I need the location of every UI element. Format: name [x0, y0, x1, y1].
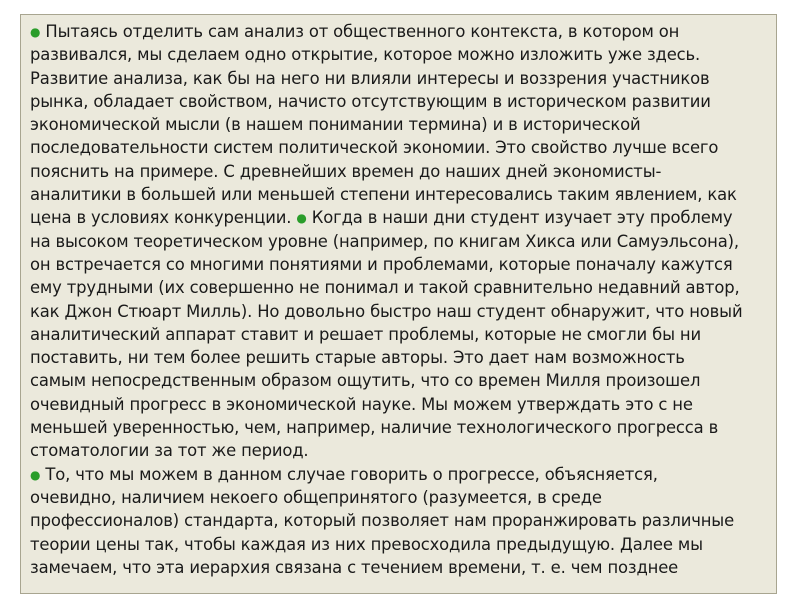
text-line-content: он встречается со многими понятиями и проблемами, которые поначалу кажутся [30, 254, 733, 274]
text-line-content: стоматологии за тот же период. [30, 441, 309, 461]
text-line-content: Когда в наши дни студент изучает эту проблему [306, 208, 733, 228]
text-line-content: пояснить на примере. С древнейших времен до наших дней экономисты- [30, 161, 662, 181]
text-line-content: поставить, ни тем более решить старые авторы. Это дает нам возможность [30, 348, 685, 368]
text-line [30, 533, 775, 556]
text-line-content: цена в условиях конкуренции. [30, 208, 297, 228]
text-line [30, 183, 775, 206]
text-line-content: аналитики в большей или меньшей степени интересовались таким явлением, как [30, 185, 737, 205]
text-line-content: как Джон Стюарт Милль). Но довольно быстро наш студент обнаружит, что новый [30, 301, 743, 321]
text-line [30, 230, 775, 253]
text-body [30, 20, 775, 579]
text-line-content: на высоком теоретическом уровне (например, по книгам Хикса или Самуэльсона), [30, 231, 739, 251]
bullet-icon: ● [30, 467, 41, 482]
text-line-content: замечаем, что эта иерархия связана с течением времени, т. е. чем позднее [30, 557, 679, 577]
text-line [30, 369, 775, 392]
text-line [30, 113, 775, 136]
text-line-content: экономической мысли (в нашем понимании термина) и в исторической [30, 115, 641, 135]
text-line-content: развивался, мы сделаем одно открытие, которое можно изложить уже здесь. [30, 45, 701, 65]
text-line [30, 486, 775, 509]
text-line [30, 90, 775, 113]
text-line [30, 323, 775, 346]
text-line [30, 136, 775, 159]
text-line [30, 300, 775, 323]
bullet-icon: ● [30, 25, 41, 39]
text-line [30, 253, 775, 276]
text-line [30, 346, 775, 369]
text-line [30, 463, 775, 486]
text-line [30, 160, 775, 183]
text-line [30, 206, 775, 229]
text-line-content: меньшей уверенностью, чем, например, наличие технологического прогресса в [30, 418, 719, 438]
text-line-content: То, что мы можем в данном случае говорить о прогрессе, объясняется, [40, 464, 658, 484]
text-line [30, 416, 775, 439]
text-line-content: аналитический аппарат ставит и решает проблемы, которые не смогли бы ни [30, 324, 701, 344]
text-line [30, 20, 775, 43]
text-line [30, 393, 775, 416]
text-line-content: теории цены так, чтобы каждая из них превосходила предыдущую. Далее мы [30, 534, 703, 554]
text-line-content: рынка, обладает свойством, начисто отсутствующим в историческом развитии [30, 91, 711, 111]
text-line-content: очевидно, наличием некоего общепринятого (разумеется, в среде [30, 487, 602, 507]
text-line [30, 276, 775, 299]
text-line-content: Пытаясь отделить сам анализ от общественного контекста, в котором он [40, 22, 680, 41]
text-line [30, 43, 775, 66]
text-line-content: последовательности систем политической экономии. Это свойство лучше всего [30, 138, 719, 158]
text-line [30, 509, 775, 532]
text-line-content: ему трудными (их совершенно не понимал и такой сравнительно недавний автор, [30, 278, 740, 298]
text-line [30, 439, 775, 462]
text-line-content: профессионалов) стандарта, который позволяет нам проранжировать различные [30, 511, 735, 531]
text-line [30, 67, 775, 90]
text-line [30, 556, 775, 579]
bullet-icon: ● [296, 211, 307, 226]
text-line-content: самым непосредственным образом ощутить, что со времен Милля произошел [30, 371, 701, 391]
slide-frame [20, 14, 777, 594]
text-line-content: Развитие анализа, как бы на него ни влияли интересы и воззрения участников [30, 68, 710, 88]
text-line-content: очевидный прогресс в экономической науке. Мы можем утверждать это с не [30, 394, 693, 414]
